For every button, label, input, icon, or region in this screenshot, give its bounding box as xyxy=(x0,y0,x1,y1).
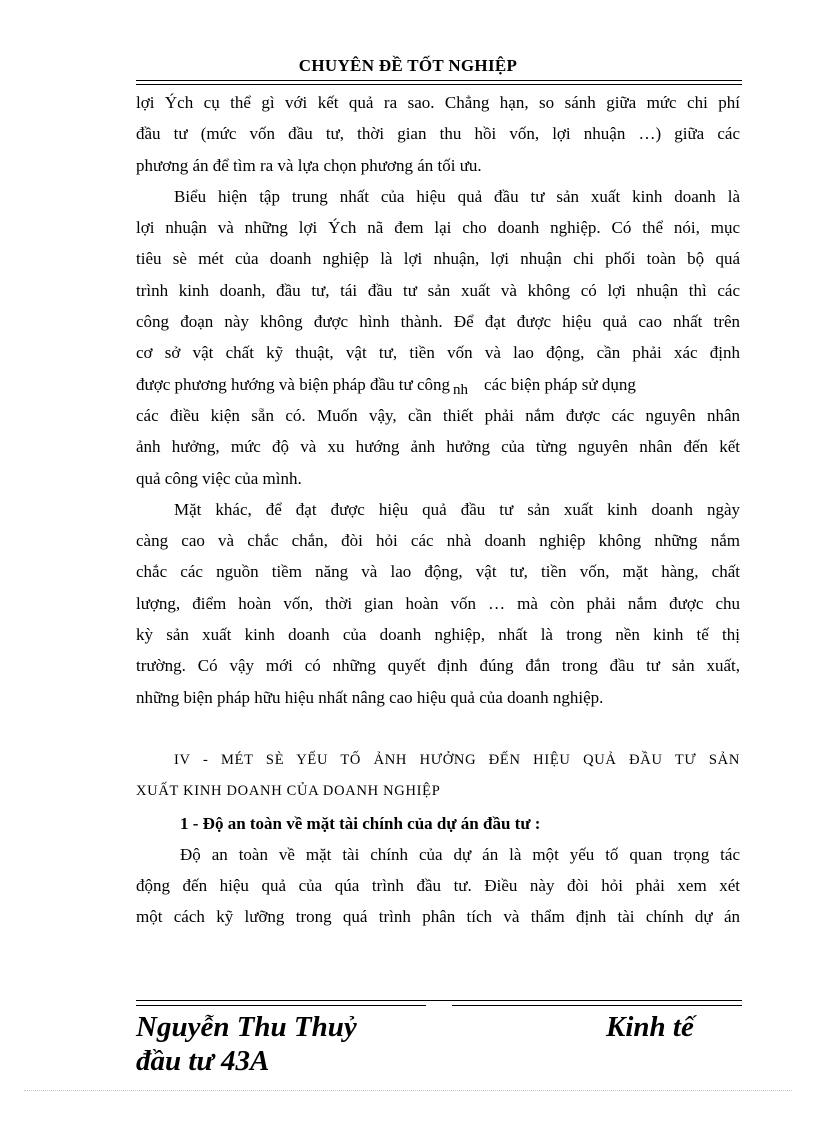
text-line: kỳ sản xuất kinh doanh của doanh nghiệp, nhất là trong nền kinh tế thị xyxy=(136,625,740,645)
text-line: trường. Có vậy mới có những quyết định đúng đắn trong đầu tư sản xuất, xyxy=(136,656,740,676)
page-bottom-dotted-line xyxy=(24,1090,792,1091)
header-rule-top xyxy=(136,80,742,81)
page-header-title: CHUYÊN ĐỀ TỐT NGHIỆP xyxy=(298,56,518,75)
footer-author: Nguyễn Thu Thuỷ xyxy=(136,1011,357,1043)
text-line: lợi Ých cụ thể gì với kết quả ra sao. Chẳng hạn, so sánh giữa mức chi phí xyxy=(136,93,740,112)
section-heading-line: XUẤT KINH DOANH CỦA DOANH NGHIỆP xyxy=(136,783,441,800)
text-line: những biện pháp hữu hiệu nhất nâng cao hiệu quả của doanh nghiệp. xyxy=(136,687,604,707)
subsection-heading: 1 - Độ an toàn về mặt tài chính của dự án đầu tư : xyxy=(180,813,541,833)
footer-rule-top xyxy=(136,1000,742,1001)
text-line: quả công việc của mình. xyxy=(136,468,302,488)
text-line: Biểu hiện tập trung nhất của hiệu quả đầu tư sản xuất kinh doanh là xyxy=(174,186,740,206)
text-line: tiêu sè mét của doanh nghiệp là lợi nhuận, lợi nhuận chi phối toàn bộ quá xyxy=(136,249,740,269)
footer-rule-right xyxy=(452,1005,742,1006)
header-rule-bottom xyxy=(136,84,742,85)
footer-class: đầu tư 43A xyxy=(136,1045,270,1077)
text-line xyxy=(136,369,740,400)
text-line: công đoạn này không được hình thành. Để đạt được hiệu quả cao nhất trên xyxy=(136,312,740,332)
text-fragment: được phương hướng và biện pháp đầu tư công xyxy=(136,374,451,394)
footer-rule-left xyxy=(136,1005,426,1006)
section-heading-line: IV - MÉT SÈ YẾU TỐ ẢNH HƯỞNG ĐẾN HIỆU QUẢ ĐẦU TƯ SẢN xyxy=(174,751,740,768)
subscript-fragment: nh xyxy=(453,381,469,398)
text-fragment: các biện pháp sử dụng xyxy=(484,374,636,394)
text-line: cơ sở vật chất kỹ thuật, vật tư, tiền vốn và lao động, cần phải xác định xyxy=(136,343,740,363)
paragraph-gap xyxy=(136,713,740,745)
text-line: ảnh hưởng, mức độ và xu hướng ảnh hưởng của từng nguyên nhân đến kết xyxy=(136,437,740,457)
text-line: trình kinh doanh, đầu tư, tái đầu tư sản xuất và không có lợi nhuận thì các xyxy=(136,280,740,300)
text-line: phương án để tìm ra và lựa chọn phương án tối ưu. xyxy=(136,155,482,175)
text-line: đầu tư (mức vốn đầu tư, thời gian thu hồi vốn, lợi nhuận …) giữa các xyxy=(136,124,740,144)
footer-department: Kinh tế xyxy=(606,1011,694,1043)
text-line: một cách kỹ lưỡng trong quá trình phân tích và thẩm định tài chính dự án xyxy=(136,907,740,927)
text-line: càng cao và chắc chắn, đòi hỏi các nhà doanh nghiệp không những nắm xyxy=(136,531,740,551)
text-line: lượng, điểm hoàn vốn, thời gian hoàn vốn … mà còn phải nắm được chu xyxy=(136,593,740,613)
text-line: các điều kiện sẵn có. Muốn vậy, cần thiết phải nắm được các nguyên nhân xyxy=(136,405,740,425)
text-line: Độ an toàn về mặt tài chính của dự án là một yếu tố quan trọng tác xyxy=(180,844,740,864)
text-line: lợi nhuận và những lợi Ých nã đem lại cho doanh nghiệp. Có thể nói, mục xyxy=(136,218,740,238)
document-body xyxy=(136,87,740,933)
text-line: động đến hiệu quả của qúa trình đầu tư. Điều này đòi hỏi phải xem xét xyxy=(136,876,740,896)
text-line: chắc các nguồn tiềm năng và lao động, vật tư, tiền vốn, mặt hàng, chất xyxy=(136,562,740,582)
text-line: Mặt khác, để đạt được hiệu quả đầu tư sản xuất kinh doanh ngày xyxy=(174,499,740,519)
